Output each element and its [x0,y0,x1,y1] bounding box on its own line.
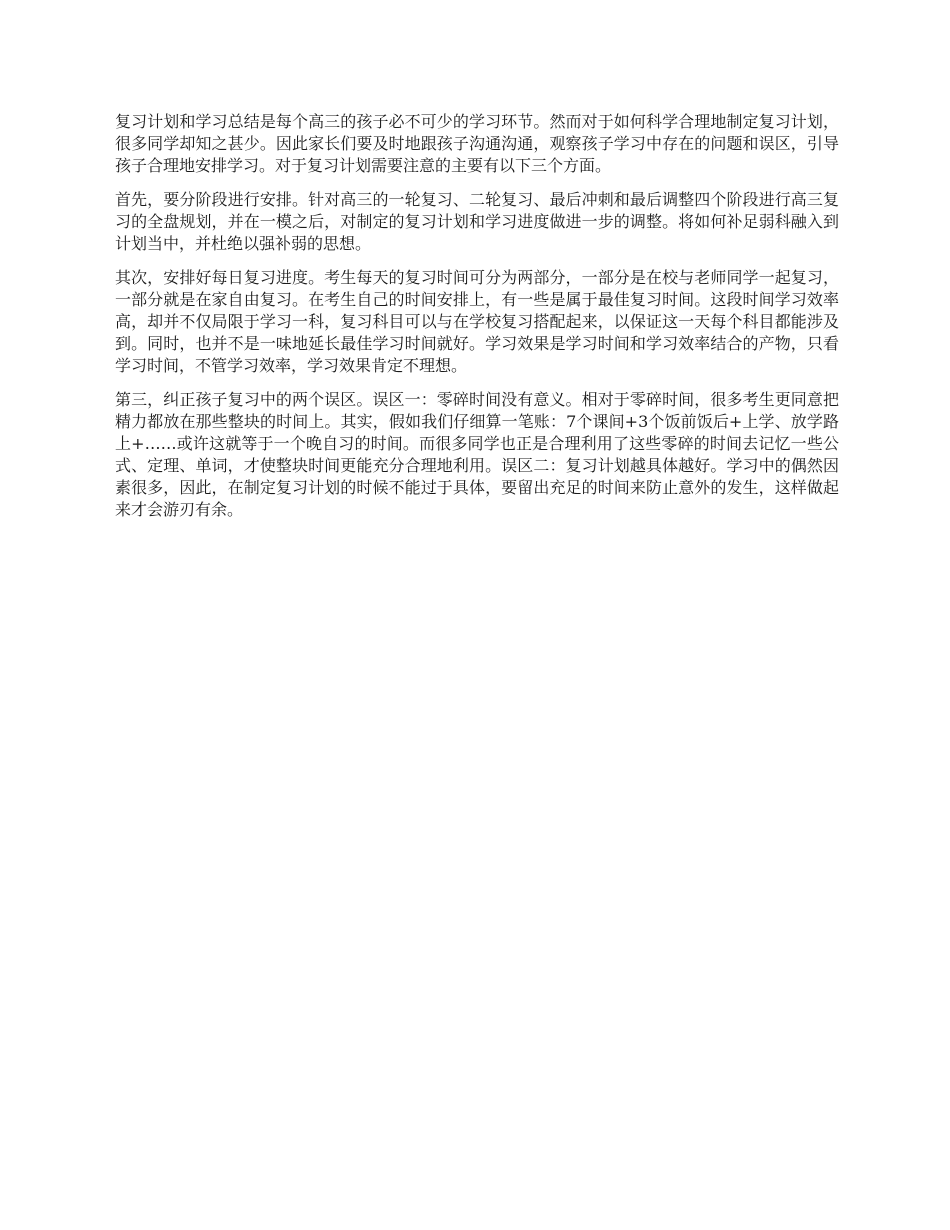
paragraph-first-point: 首先，要分阶段进行安排。针对高三的一轮复习、二轮复习、最后冲刺和最后调整四个阶段进行高三复习的全盘规划，并在一模之后，对制定的复习计划和学习进度做进一步的调整。将如何补足弱科融入到计划当中，并杜绝以强补弱的思想。 [115,190,839,253]
paragraph-second-point: 其次，安排好每日复习进度。考生每天的复习时间可分为两部分，一部分是在校与老师同学一起复习，一部分就是在家自由复习。在考生自己的时间安排上，有一些是属于最佳复习时间。这段时间学习效率高，却并不仅局限于学习一科，复习科目可以与在学校复习搭配起来，以保证这一天每个科目都能涉及到。同时，也并不是一味地延长最佳学习时间就好。学习效果是学习时间和学习效率结合的产物，只看学习时间，不管学习效率，学习效果肯定不理想。 [115,268,839,375]
paragraph-third-point: 第三，纠正孩子复习中的两个误区。误区一：零碎时间没有意义。相对于零碎时间，很多考生更同意把精力都放在那些整块的时间上。其实，假如我们仔细算一笔账：7个课间+3个饭前饭后+上学、放学路上+……或许这就等于一个晚自习的时间。而很多同学也正是合理利用了这些零碎的时间去记忆一些公式、定理、单词，才使整块时间更能充分合理地利用。误区二：复习计划越具体越好。学习中的偶然因素很多，因此，在制定复习计划的时候不能过于具体，要留出充足的时间来防止意外的发生，这样做起来才会游刃有余。 [115,390,839,519]
document-body [115,111,839,533]
paragraph-intro: 复习计划和学习总结是每个高三的孩子必不可少的学习环节。然而对于如何科学合理地制定复习计划，很多同学却知之甚少。因此家长们要及时地跟孩子沟通沟通，观察孩子学习中存在的问题和误区，引导孩子合理地安排学习。对于复习计划需要注意的主要有以下三个方面。 [115,112,839,175]
